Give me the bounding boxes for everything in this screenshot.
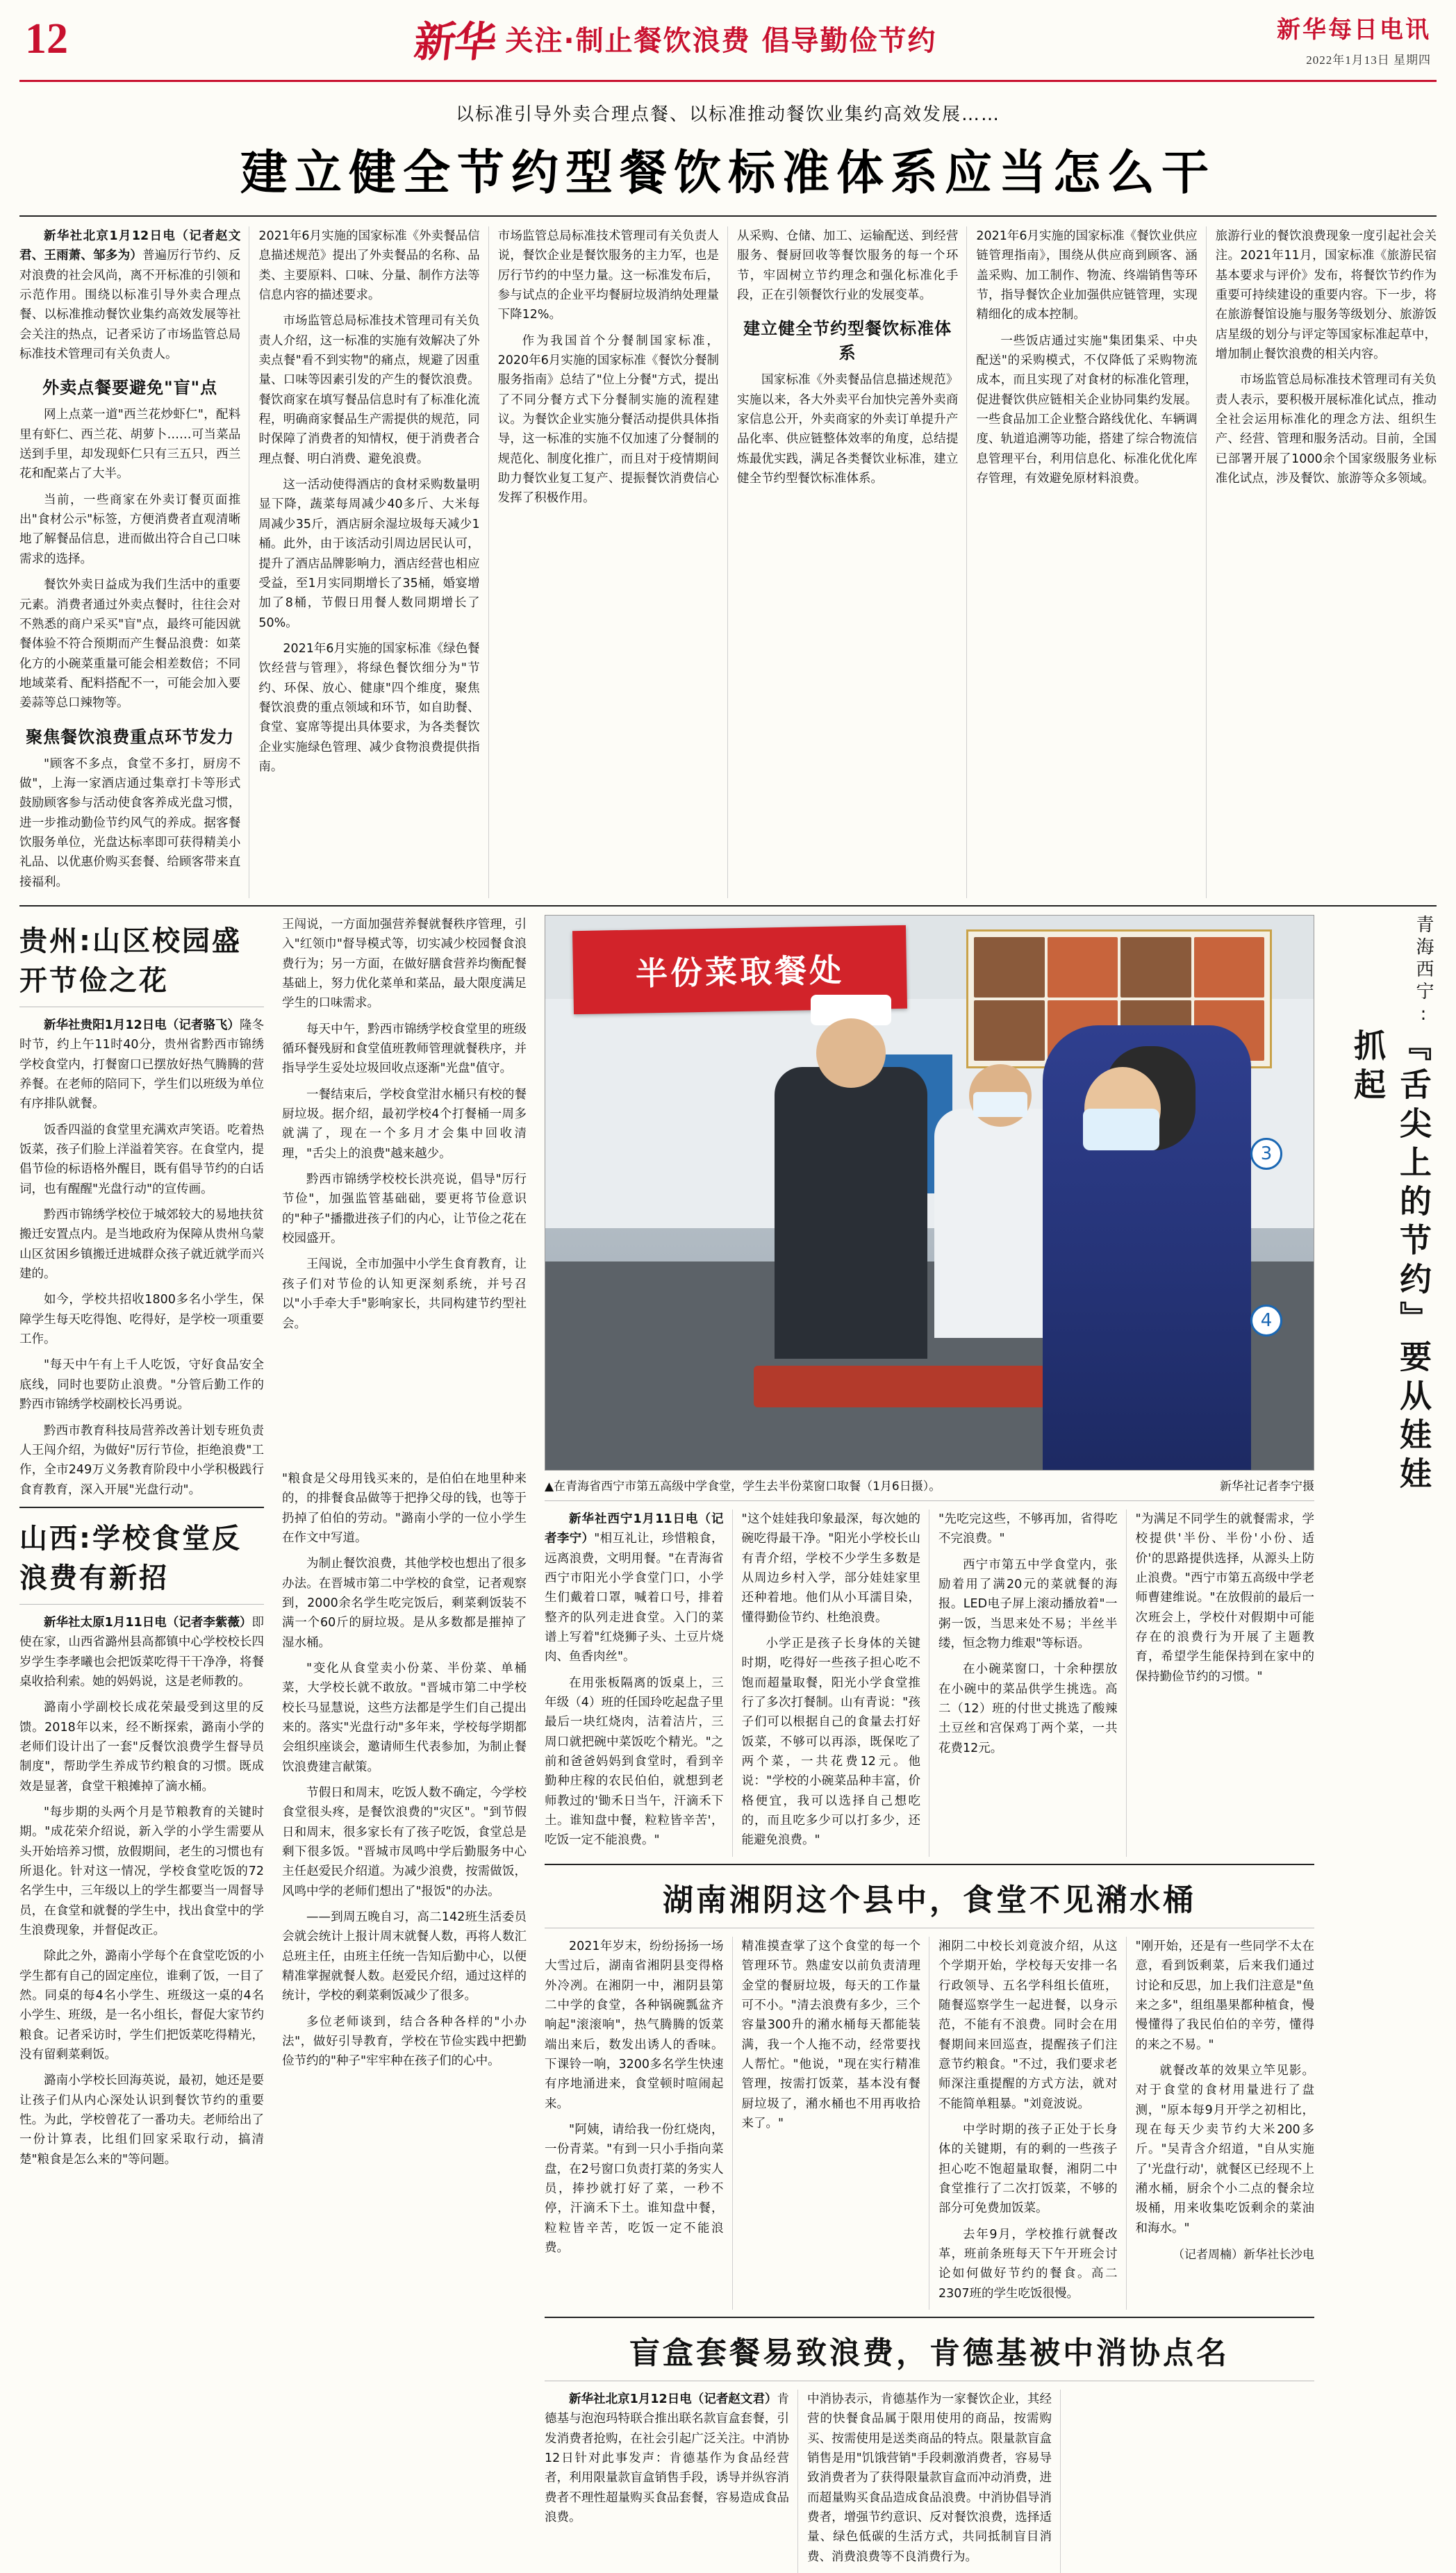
- paragraph: "先吃完这些，不够再加，省得吃不完浪费。": [938, 1512, 1118, 1546]
- paragraph-text: 隆冬时节，约上午11时40分，贵州省黔西市锦绣学校食堂内，打餐窗口已摆放好热气腾腾的营养餐。在老师的陪同下，学生们以班级为单位有序排队就餐。: [19, 1018, 265, 1111]
- lead-story-columns: [19, 226, 1437, 898]
- divider: [19, 905, 1437, 907]
- masthead-kicker: 关注·制止餐饮浪费 倡导勤俭节约: [505, 25, 937, 57]
- lead-headline: 建立健全节约型餐饮标准体系应当怎么干: [240, 146, 1216, 201]
- qinghai-col-1: [545, 1509, 724, 1857]
- hunan-title: 湖南湘阴这个县中，食堂不见潲水桶: [663, 1882, 1196, 1918]
- paragraph: 中学时期的孩子正处于长身体的关键期，有的剩的一些孩子担心吃不饱超量取餐，湘阴二中食堂推行了二次打饭菜，不够的部分可免费加饭菜。: [938, 2122, 1118, 2216]
- paragraph: 王闯说，全市加强中小学生食育教育，让孩子们对节俭的认知更深刻系统，并号召以"小手牵大手"影响家长，共同构建节约型社会。: [282, 1257, 527, 1331]
- lead-col-1: [19, 226, 240, 898]
- paragraph: ——到周五晚自习，高二142班生活委员会就会统计上报计周末就餐人数，再将人数汇总班主任，由班主任统一告知后勤中心，以便精准掌握就餐人数。赵爱民介绍，通过这样的统计，学校的剩菜剩饭减少了很多。: [282, 1910, 527, 2003]
- hunan-col-1: [545, 1937, 724, 2310]
- lead-col-3: [498, 226, 719, 898]
- hunan-col-2: [742, 1937, 921, 2310]
- paragraph: [545, 2390, 789, 2527]
- paragraph: 市场监管总局标准技术管理司有关负责人表示，要积极开展标准化试点，推动全社会运用标准化的理念方法、组织生产、经营、管理和服务活动。目前，全国已部署开展了1000余个国家级服务业标准化试点，涉及餐饮、旅游等众多领域。: [1215, 373, 1437, 486]
- paragraph: "每天中午有上千人吃饭，守好食品安全底线，同时也要防止浪费。"分管后勤工作的黔西市锦绣学校副校长冯勇说。: [19, 1358, 264, 1412]
- divider: [19, 215, 1437, 217]
- paragraph: [19, 226, 240, 364]
- lead-col-4: [737, 226, 958, 898]
- divider: [19, 1604, 264, 1605]
- paragraph: [545, 1509, 724, 1667]
- qinghai-col-3: [938, 1509, 1118, 1857]
- photo-caption: [545, 1476, 1314, 1494]
- shanxi-title: 山西:学校食堂反浪费有新招: [19, 1522, 242, 1594]
- photo-window-number-4: 4: [1250, 1305, 1282, 1337]
- paragraph-text: 普遍厉行节约、反对浪费的社会风尚，离不开标准的引领和示范作用。围绕以标准引导外卖合理点餐、以标准推动餐饮业集约高效发展等社会关注的热点，记者采访了市场监管总局标准技术管理司有关负责人。: [19, 249, 241, 362]
- dateline: 新华社贵阳1月12日电（记者骆飞）: [44, 1018, 240, 1032]
- photo-food-tray: [754, 1366, 1045, 1407]
- paragraph: "这个娃娃我印象最深，每次她的碗吃得最干净。"阳光小学校长山有青介绍，学校不少学生多数是从周边乡村入学，部分娃娃家里还种着地。他们从小耳濡目染，懂得勤俭节约、杜绝浪费。: [741, 1512, 920, 1625]
- lead-shoulder: 以标准引导外卖合理点餐、以标准推动餐饮业集约高效发展……: [455, 104, 1000, 125]
- dateline: 新华社北京1月12日电（记者赵文君）: [569, 2392, 777, 2406]
- paragraph: 在小碗菜窗口，十余种摆放在小碗中的菜品供学生挑选。高二（12）班的付世丈挑选了酸辣土豆丝和宫保鸡丁两个菜，一共花费12元。: [938, 1662, 1118, 1755]
- photo-block: [545, 915, 1314, 1494]
- paragraph: "阿姨，请给我一份红烧肉，一份青菜。"有到一只小手指向菜盘，在2号窗口负责打菜的务实人员，捧抄就打好了菜，一秒不停，汗滴禾下土。谁知盘中餐，粒粒皆辛苦，吃饭一定不能浪费。: [545, 2122, 724, 2255]
- paragraph: "刚开始，还是有一些同学不太在意，看到饭剩菜，后来我们通过讨论和反思，加上我们注意是"鱼来之多"，组组墨果都种植食，慢慢懂得了我民伯伯的辛劳，懂得的来之不易。": [1135, 1939, 1314, 2052]
- paper-date: 2022年1月13日 星期四: [1306, 53, 1431, 67]
- paragraph: 2021年6月实施的国家标准《外卖餐品信息描述规范》提出了外卖餐品的名称、品类、主要原料、口味、分量、制作方法等信息内容的描述要求。: [258, 229, 480, 303]
- blindbox-col-1: [545, 2390, 789, 2573]
- paragraph: 为制止餐饮浪费，其他学校也想出了很多办法。在晋城市第二中学校的食堂，记者观察到，2000余名学生吃完饭后，剩菜剩饭装不满一个60斤的厨垃圾。是从多数都是摧掉了湿水桶。: [282, 1557, 527, 1650]
- photo-window-number-3: 3: [1250, 1138, 1282, 1170]
- lead-col-5: [976, 226, 1197, 898]
- paragraph: 旅游行业的餐饮浪费现象一度引起社会关注。2021年11月，国家标准《旅游民宿基本要求与评价》发布，将餐饮节约作为重要可持续建设的重要内容。下一步，将在旅游餐馆设施与服务等级划分、旅游饭店星级的划分与评定等国家标准起草中，增加制止餐饮浪费的相关内容。: [1215, 229, 1437, 362]
- qinghai-columns: [545, 1509, 1314, 1857]
- divider: [545, 2317, 1314, 2318]
- masthead-right: [1223, 10, 1431, 67]
- paragraph: 这一活动使得酒店的食材采购数量明显下降，蔬菜每周减少40多斤、大米每周减少35斤，酒店厨余湿垃圾每天减少1桶。此外，由于该活动引周边居民认可，提升了酒店品牌影响力，酒店经营也相应受益，至1月实同期增长了35桶，婚宴增加了8桶，节假日用餐人数同期增长了50%。: [258, 478, 480, 630]
- paragraph: 中消协表示，肯德基作为一家餐饮企业，其经营的快餐食品属于限用使用的商品，按需购买、按需使用是送类商品的特点。限量款盲盒销售是用"饥饿营销"手段刺激消费者，容易导致消费者为了获得限量款盲盒而冲动消费，进而超量购买食品造成食品浪费。中消协倡导消费者，增强节约意识、反对餐饮浪费，选择适量、绿色低碳的生活方式，共同抵制盲目消费、消费浪费等不良消费行为。: [807, 2392, 1052, 2564]
- paragraph: [19, 1016, 264, 1114]
- paragraph: "粮食是父母用钱买来的，是伯伯在地里种来的，的排餐食品做等于把挣父母的钱，也等于扔掉了伯伯的劳动。"潞南小学的一位小学生在作文中写道。: [282, 1471, 527, 1545]
- qinghai-vertical-title-block: [1332, 915, 1437, 2573]
- photo-student: [1043, 1025, 1251, 1470]
- paragraph-text: 即使在家，山西省潞州县高都镇中心学校校长四岁学生李孝曦也会把饭菜吃得干干净净，将餐桌收拾利索。她的妈妈说，这是老师教的。: [19, 1615, 264, 1689]
- paragraph: 从采购、仓储、加工、运输配送、到经营服务、餐厨回收等餐饮服务的每一个环节，牢固树立节约理念和强化标准化手段，正在引领餐饮行业的发展变革。: [737, 229, 959, 303]
- divider: [545, 1864, 1314, 1865]
- divider: [19, 1507, 264, 1508]
- divider: [545, 1500, 1314, 1501]
- hunan-columns: [545, 1937, 1314, 2310]
- middle-band: [19, 915, 1437, 2573]
- paragraph: "顾客不多点，食堂不多打，厨房不做"，上海一家酒店通过集章打卡等形式鼓励顾客参与活动使食客养成光盘习惯，进一步推动勤俭节约风气的养成。据客餐饮服务单位，光盘达标率即可获得精美小礼品、以优惠价购买套餐、给顾客带来直接福利。: [19, 756, 241, 889]
- masthead-center: [129, 9, 1223, 69]
- paragraph: 2021年6月实施的国家标准《餐饮业供应链管理指南》，围绕从供应商到顾客、涵盖采购、加工制作、物流、终端销售等环节，指导餐饮企业加强供应链管理，实现精细化的成本控制。: [976, 229, 1198, 322]
- paragraph: "每步期的头两个月是节粮教育的关键时期。"成花荣介绍说，新入学的小学生需要从头开始培养习惯，放假期间，老生的习惯也有所退化。针对这一情况，学校食堂吃饭的72名学生中，三年级以上的学生都要当一周督导员，在食堂和就餐的学生中，找出食堂中的学生浪费现象，并督促改正。: [19, 1805, 264, 1938]
- paragraph: [19, 1613, 264, 1691]
- paragraph: 一餐结束后，学校食堂泔水桶只有校的餐厨垃圾。据介绍，最初学校4个打餐桶一周多就满了，现在一个多月才会集中回收清理，"舌尖上的浪费"越来越少。: [282, 1087, 527, 1161]
- photo-staff-1: [775, 1067, 927, 1359]
- qinghai-col-4: [1136, 1509, 1315, 1857]
- paragraph: 黔西市教育科技局营养改善计划专班负责人王闯介绍，为做好"厉行节俭，拒绝浪费"工作，全市249万义务教育阶段中小学积极践行食育教育，深入开展"光盘行动"。: [19, 1423, 264, 1497]
- guizhou-col-2: [282, 915, 527, 2573]
- paragraph: 精准摸查掌了这个食堂的每一个管理环节。熟虚安以前负责清理金堂的餐厨垃圾，每天的工作量可不小。"清去浪费有多少，三个容量300升的潲水桶每天都能装满，我一个人拖不动，经常要找人帮忙。"他说，"现在实行精准管理，按需打饭菜，基本没有餐厨垃圾了，潲水桶也不用再收拾来了。": [741, 1939, 920, 2131]
- paragraph: 2021年6月实施的国家标准《绿色餐饮经营与管理》，将绿色餐饮细分为"节约、环保、放心、健康"四个维度，聚焦餐饮浪费的重点领域和环节，如自助餐、食堂、宴席等提出具体要求，为各类餐饮企业实施绿色管理、减少食物浪费提供指南。: [258, 641, 480, 774]
- paragraph: 一些饭店通过实施"集团集采、中央配送"的采购模式，不仅降低了采购物流成本，而且实现了对食材的标准化管理，促进餐饮供应链相关企业协同集约发展。一些食品加工企业整合路线优化、车辆调度、轨道追溯等功能，搭建了综合物流信息管理平台，利用信息化、标准化优化库存管理，有效避免原材料浪费。: [976, 333, 1198, 486]
- paragraph: 饭香四溢的食堂里充满欢声笑语。吃着热饭菜，孩子们脸上洋溢着笑容。在食堂内，提倡节俭的标语格外醒目，既有倡导节约的白话词，也有醒醒"光盘行动"的宣传画。: [19, 1123, 264, 1196]
- hunan-col-4: [1136, 1937, 1315, 2310]
- paragraph: 节假日和周末，吃饭人数不确定，今学校食堂很头疼，是餐饮浪费的"灾区"。"到节假日和周末，很多家长有了孩子吃饭，食堂总是剩下很多饭。"晋城市凤鸣中学后勤服务中心主任赵爱民介绍道。为减少浪费，按需做饭，风鸣中学的老师们想出了"报饭"的办法。: [282, 1786, 527, 1898]
- photo-banner-text: 半份菜取餐处: [572, 925, 907, 1014]
- paper-name: 新华每日电讯: [1277, 15, 1431, 44]
- cafeteria-photo: [545, 915, 1314, 1471]
- paragraph: 潞南小学校长回海英说，最初，她还是要让孩子们从内心深处认识到餐饮节约的重要性。为此，学校曾花了一番功夫。老师给出了一份计算表，比组们回家采取行动，搞清楚"粮食是怎么来的"等问题。: [19, 2074, 264, 2167]
- paragraph: 餐饮外卖日益成为我们生活中的重要元素。消费者通过外卖点餐时，往往会对不熟悉的商户采买"盲"点，最终可能因就餐体验不符合预期而产生餐品浪费：如菜化方的小碗菜重量可能会相差数倍；不同地域菜肴、配料搭配不一，可能会加入要姜蒜等总口辣物等。: [19, 578, 241, 711]
- paragraph: 市场监管总局标准技术管理司有关负责人介绍，这一标准的实施有效解决了外卖点餐"看不到实物"的痛点，规避了因重量、口味等因素引发的产生的餐饮浪费。餐饮商家在填写餐品信息时有了标准化流程，明确商家餐品生产需提供的规范，同时保障了消费者的知情权，便于消费者合理点餐、明白消费、避免浪费。: [258, 314, 480, 466]
- lead-col-2: [258, 226, 479, 898]
- paragraph: 如今，学校共招收1800多名小学生，保障学生每天吃得饱、吃得好，是学校一项重要工作。: [19, 1293, 264, 1347]
- masthead: [19, 0, 1437, 82]
- paragraph: 就餐改革的效果立竿见影。对于食堂的食材用量进行了盘测，"原本每9月开学之初相比，现在每天少卖节约大米200多斤。"吴青含介绍道，"自从实施了'光盘行动'，就餐区已经现不上潲水桶，厨余个小二点的餐余垃圾桶，用来收集吃饭剩余的菜油和海水。": [1135, 2063, 1314, 2235]
- page-number: 12: [25, 15, 68, 63]
- blindbox-title: 盲盒套餐易致浪费，肯德基被中消协点名: [629, 2335, 1230, 2371]
- blindbox-col-3: [1070, 2390, 1314, 2573]
- paragraph: 小学正是孩子长身体的关键时期，吃得好一些孩子担心吃不饱而超量取餐，阳光小学食堂推行了多次打餐制。山有青说："孩子们可以根据自己的食量去打好饭菜，不够可以再添，既保吃了两个菜，一共花费12元。他说："学校的小碗菜品种丰富，价格便宜，我可以选择自己想吃的，而且吃多少可以打多少，还能避免浪费。": [741, 1637, 920, 1848]
- paragraph: 潞南小学副校长成花荣最受到这里的反馈。2018年以来，经不断探索，潞南小学的老师们设计出了一套"反餐饮浪费学生督导员制度"，帮助学生养成节约粮食的习惯。既成效是显著，食堂干粮摊掉了滴水桶。: [19, 1701, 264, 1794]
- paragraph-text: "相互礼让，珍惜粮食，远离浪费，文明用餐。"在青海省西宁市阳光小学食堂门口，小学生们戴着口罩，喊着口号，排着整齐的队列走进食堂。入门的菜谱上写着"红烧狮子头、土豆片烧肉、鱼香肉丝"。: [545, 1532, 724, 1664]
- paragraph: 王闯说，一方面加强营养餐就餐秩序管理，引入"红领巾"督导模式等，切实减少校园餐食浪费行为；另一方面，在做好膳食营养均衡配餐基础上，努力优化菜单和菜品，最大限度满足学生的口味需求。: [282, 917, 527, 1011]
- paragraph: 黔西市锦绣学校校长洪亮说，倡导"厉行节俭"，加强监管基础础，要更将节俭意识的"种子"播撒进孩子们的内心，让节俭之花在校园盛开。: [282, 1173, 527, 1246]
- subhead-takeout: 外卖点餐要避免"盲"点: [42, 378, 218, 398]
- hunan-col-3: [938, 1937, 1118, 2310]
- xinhua-logo: 新华: [412, 17, 498, 67]
- paragraph: 去年9月，学校推行就餐改革，班前条班每天下午开班会讨论如何做好节约的餐食。高二2307班的学生吃饭很慢。: [938, 2227, 1118, 2301]
- paragraph: 作为我国首个分餐制国家标准，2020年6月实施的国家标准《餐饮分餐制服务指南》总结了"位上分餐"方式，提出了不同分餐方式下分餐制实施的流程建议。为餐饮企业实施分餐活动提供具体指导，这一标准的实施不仅加速了分餐制的规范化、制度化推广，而且对于疫情期间助力餐饮业复工复产、提振餐饮消费信心发挥了积极作用。: [497, 333, 719, 506]
- guizhou-title: 贵州:山区校园盛开节俭之花: [19, 925, 242, 997]
- qinghai-title: 『舌尖上的节约』要从娃娃抓起: [1349, 1028, 1432, 1496]
- subhead-focus: 聚焦餐饮浪费重点环节发力: [26, 727, 235, 747]
- center-col: [545, 915, 1314, 2573]
- subhead-system: 建立健全节约型餐饮标准体系: [743, 319, 952, 363]
- hunan-byline: （记者周楠）新华社长沙电: [1173, 2247, 1314, 2262]
- paragraph: 黔西市锦绣学校位于城郊较大的易地扶贫搬迁安置点内。是当地政府为保障从贵州乌蒙山区贫困乡镇搬迁进城群众孩子就近就学而兴建的。: [19, 1208, 264, 1282]
- paragraph: 市场监管总局标准技术管理司有关负责人说，餐饮企业是餐饮服务的主力军，也是厉行节约的中坚力量。这一标准发布后，参与试点的企业平均餐厨垃圾消纳处理量下降12%。: [497, 229, 719, 322]
- paragraph: 国家标准《外卖餐品信息描述规范》实施以来，各大外卖平台加快完善外卖商家信息公开，外卖商家的外卖订单提升产品化率、供应链整体效率的角度，总结提炼最优实践，满足各类餐饮业标准，建立健全节约型餐饮标准体系。: [737, 373, 959, 486]
- paragraph: 当前，一些商家在外卖订餐页面推出"食材公示"标签，方便消费者直观清晰地了解餐品信息，进而做出符合自己口味需求的选择。: [19, 493, 241, 566]
- paragraph: 网上点菜一道"西兰花炒虾仁"，配料里有虾仁、西兰花、胡萝卜……可当菜品送到手里，却发现虾仁只有三五只，西兰花和配菜占了大半。: [19, 408, 241, 481]
- qinghai-col-2: [742, 1509, 921, 1857]
- blindbox-columns: [545, 2390, 1314, 2573]
- dateline: 新华社北京1月12日电（记者赵文君、王雨萧、邹多为）: [19, 229, 241, 263]
- photo-credit: 新华社记者李宁摄: [1220, 1479, 1314, 1494]
- paragraph: 西宁市第五中学食堂内，张励着用了满20元的菜就餐的海报。LED电子屏上滚动播放着"一粥一饭，当思来处不易；半丝半缕，恒念物力维艰"等标语。: [938, 1557, 1118, 1651]
- qinghai-kicker: 青海西宁:: [1413, 914, 1434, 1029]
- paragraph: 在用张板隔离的饭桌上，三年级（4）班的任国玲吃起盘子里最后一块红烧肉，洁着洁片，三周口就把碗中菜饭吃个精光。"之前和爸爸妈妈到食堂时，看到辛勤种庄稼的农民伯伯，就想到老师教过的'锄禾日当午，汗滴禾下土。谁知盘中餐，粒粒皆辛苦'，吃饭一定不能浪费。": [545, 1676, 724, 1848]
- paragraph: 多位老师谈到，结合各种各样的"小办法"，做好引导教育，学校在节俭实践中把勤俭节约的"种子"牢牢种在孩子们的心中。: [282, 2014, 527, 2069]
- dateline: 新华社太原1月11日电（记者李紫薇）: [44, 1615, 252, 1630]
- paragraph: 2021年岁末，纷纷扬扬一场大雪过后，湖南省湘阴县变得格外冷冽。在湘阴一中，湘阴县第二中学的食堂，各种锅碗瓢盆齐响起"滚滚响"，热气腾腾的饭菜端出来后，数发出诱人的香味。下课铃一响，3200多名学生快速有序地涌进来，食堂顿时喧闹起来。: [545, 1939, 724, 2111]
- guizhou-col-1: [19, 915, 264, 2573]
- paragraph: 除此之外，潞南小学每个在食堂吃饭的小学生都有自己的固定座位，谁剩了饭，一目了然。同桌的每4名小学生、班级这一桌的4名小学生、班级，是一名小组长，督促大家节约粮食。记者采访时，学生们把饭菜吃得精光，没有留剩菜剩饭。: [19, 1949, 264, 2062]
- paragraph: "为满足不同学生的就餐需求，学校提供'半份、半份'小份、适价'的思路提供选择，从源头上防止浪费。"西宁市第五高级中学老师曹建维说。"在放假前的最后一次班会上，学校什对假期中可能存在的浪费行为开展了主题教育，希望学生能保持到在家中的保持勤俭节约的习惯。": [1135, 1512, 1314, 1684]
- dateline: 新华社西宁1月11日电（记者李宁）: [545, 1512, 724, 1546]
- paragraph: 湘阴二中校长刘竟波介绍，从这个学期开始，学校每天安排一名行政领导、五名学科组长值班，随餐巡察学生一起进餐，以身示范，不能有不浪费。同时会在用餐期间来回巡查，提醒孩子们注意节约粮食。"不过，我们要求老师深注重提醒的方式方法，就对不能简单粗暴。"刘竟波说。: [938, 1939, 1118, 2111]
- photo-caption-text: ▲在青海省西宁市第五高级中学食堂，学生去半份菜窗口取餐（1月6日摄）。: [545, 1479, 941, 1494]
- paragraph: "变化从食堂卖小份菜、半份菜、单桶菜，大学校长就不敢放。"晋城市第二中学校校长马显慧说，这些方法都是学生们自己提出来的。落实"光盘行动"多年来，学校每学期都会组织座谈会，邀请师生代表参加，为制止餐饮浪费建言献策。: [282, 1661, 527, 1774]
- blindbox-col-2: [807, 2390, 1052, 2573]
- paragraph-text: 肯德基与泡泡玛特联合推出联名款盲盒套餐，引发消费者抢购，在社会引起广泛关注。中消协12日针对此事发声：肯德基作为食品经营者，利用限量款盲盒销售手段，诱导并纵容消费者不理性超量购买食品套餐，容易造成食品浪费。: [545, 2392, 789, 2525]
- paragraph: 每天中午，黔西市锦绣学校食堂里的班级循环餐残厨和食堂值班教师管理就餐秩序，并指导学生妥处垃圾回收点逐渐"光盘"值守。: [282, 1022, 527, 1076]
- lead-col-6: [1216, 226, 1437, 898]
